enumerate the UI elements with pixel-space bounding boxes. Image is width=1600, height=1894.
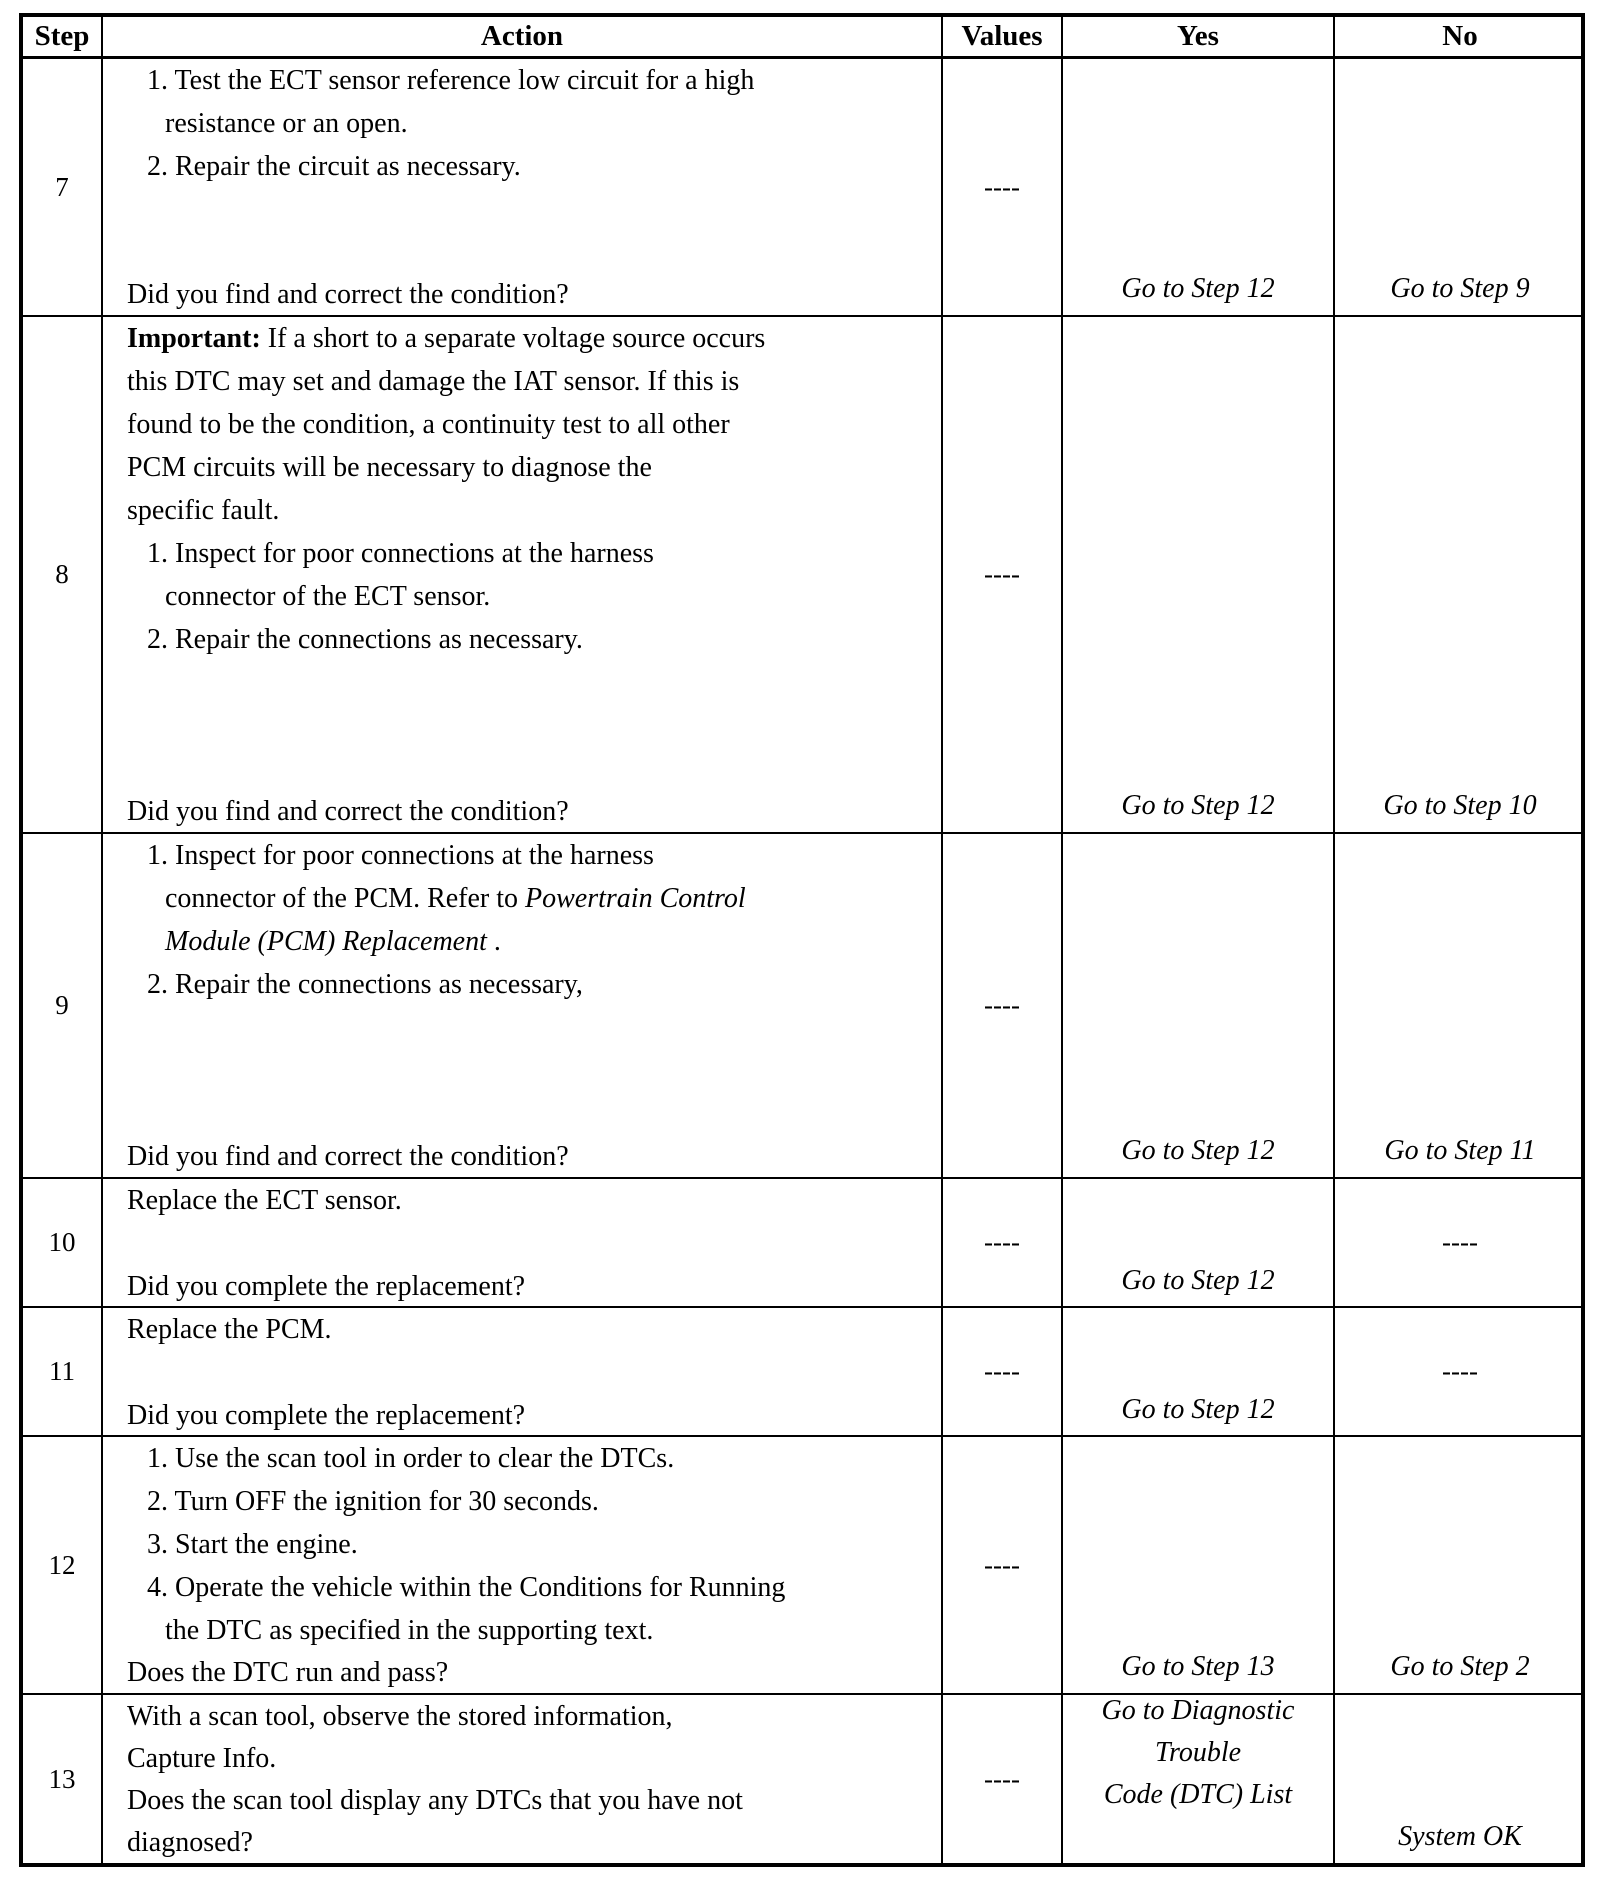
action-line: Replace the ECT sensor. bbox=[127, 1185, 402, 1216]
action-line: this DTC may set and damage the IAT sensor. If this is bbox=[127, 366, 740, 397]
no-cell: ---- bbox=[1442, 1227, 1478, 1257]
go-to-step-link: Go to Step 12 bbox=[1121, 790, 1275, 821]
action-line: 3. Start the engine. bbox=[147, 1529, 358, 1560]
important-note: Important: If a short to a separate voltage source occurs bbox=[127, 323, 766, 354]
action-text bbox=[103, 1437, 943, 1693]
action-line: 1. Inspect for poor connections at the harness bbox=[147, 840, 654, 871]
action-text bbox=[103, 1308, 943, 1435]
go-to-step-link: Go to Step 12 bbox=[1121, 1394, 1275, 1425]
go-to-step-link: Go to Step 9 bbox=[1390, 273, 1530, 304]
yes-cell bbox=[1063, 1437, 1335, 1693]
table-row-step-8 bbox=[23, 317, 1581, 834]
yes-cell bbox=[1063, 1179, 1335, 1306]
step-number: 9 bbox=[23, 834, 103, 1177]
diagnostic-table bbox=[19, 13, 1585, 1867]
action-line: PCM circuits will be necessary to diagnose the bbox=[127, 452, 652, 483]
reference-link[interactable]: Module (PCM) Replacement bbox=[165, 926, 487, 957]
table-row-step-7 bbox=[23, 59, 1581, 317]
table-row-step-9 bbox=[23, 834, 1581, 1179]
action-line: the DTC as specified in the supporting text. bbox=[165, 1615, 654, 1646]
action-line: Replace the PCM. bbox=[127, 1314, 332, 1345]
step-number: 10 bbox=[23, 1179, 103, 1306]
header-yes: Yes bbox=[1063, 17, 1335, 56]
step-number: 11 bbox=[23, 1308, 103, 1435]
header-action: Action bbox=[103, 17, 943, 56]
go-to-step-link: Go to Step 12 bbox=[1121, 273, 1275, 304]
values-cell: ---- bbox=[943, 1695, 1063, 1863]
yes-cell bbox=[1063, 59, 1335, 315]
action-line: 1. Use the scan tool in order to clear the DTCs. bbox=[147, 1443, 675, 1474]
step-number: 12 bbox=[23, 1437, 103, 1693]
header-values: Values bbox=[943, 17, 1063, 56]
no-cell: ---- bbox=[1442, 1356, 1478, 1386]
action-text bbox=[103, 1179, 943, 1306]
action-line: resistance or an open. bbox=[165, 108, 408, 139]
yes-cell bbox=[1063, 834, 1335, 1177]
action-line: Module (PCM) Replacement . bbox=[165, 926, 501, 957]
yes-cell bbox=[1063, 1695, 1335, 1863]
action-question: Did you complete the replacement? bbox=[127, 1400, 526, 1431]
dtc-list-link-line: Code (DTC) List bbox=[1103, 1779, 1293, 1810]
system-ok-text: System OK bbox=[1398, 1821, 1522, 1852]
no-cell bbox=[1335, 834, 1585, 1177]
values-cell: ---- bbox=[943, 1437, 1063, 1693]
header-step: Step bbox=[23, 17, 103, 56]
step-number: 13 bbox=[23, 1695, 103, 1863]
table-row-step-12 bbox=[23, 1437, 1581, 1695]
go-to-step-link: Go to Step 12 bbox=[1121, 1265, 1275, 1296]
values-cell: ---- bbox=[943, 834, 1063, 1177]
table-header bbox=[23, 17, 1581, 59]
table-row-step-10 bbox=[23, 1179, 1581, 1308]
go-to-step-link: Go to Step 11 bbox=[1384, 1135, 1536, 1166]
action-line: specific fault. bbox=[127, 495, 280, 526]
reference-link[interactable]: Powertrain Control bbox=[525, 883, 746, 914]
action-line: connector of the PCM. Refer to Powertrain Control bbox=[165, 883, 746, 914]
action-line: connector of the ECT sensor. bbox=[165, 581, 491, 612]
step-number: 7 bbox=[23, 59, 103, 315]
action-text bbox=[103, 1695, 943, 1863]
values-cell: ---- bbox=[943, 317, 1063, 832]
action-text bbox=[103, 59, 943, 315]
no-cell bbox=[1335, 59, 1585, 315]
table-row-step-11 bbox=[23, 1308, 1581, 1437]
action-question: Did you find and correct the condition? bbox=[127, 796, 569, 827]
table-row-step-13 bbox=[23, 1695, 1581, 1863]
no-cell bbox=[1335, 317, 1585, 832]
no-cell bbox=[1335, 1695, 1585, 1863]
action-line: Capture Info. bbox=[127, 1743, 277, 1774]
action-question: Did you find and correct the condition? bbox=[127, 1141, 569, 1172]
dtc-list-link-line: Go to Diagnostic bbox=[1101, 1695, 1295, 1726]
action-line: found to be the condition, a continuity test to all other bbox=[127, 409, 730, 440]
action-question: Did you find and correct the condition? bbox=[127, 279, 569, 310]
values-cell: ---- bbox=[943, 59, 1063, 315]
action-question: Does the DTC run and pass? bbox=[127, 1657, 449, 1688]
action-text bbox=[103, 834, 943, 1177]
go-to-step-link: Go to Step 10 bbox=[1383, 790, 1537, 821]
action-text bbox=[103, 317, 943, 832]
header-no: No bbox=[1442, 20, 1478, 52]
values-cell: ---- bbox=[943, 1308, 1063, 1435]
action-question: Did you complete the replacement? bbox=[127, 1271, 526, 1302]
action-question: Does the scan tool display any DTCs that you have not bbox=[127, 1785, 743, 1816]
no-cell bbox=[1335, 1437, 1585, 1693]
values-cell: ---- bbox=[943, 1179, 1063, 1306]
action-question: diagnosed? bbox=[127, 1827, 253, 1858]
action-line: 4. Operate the vehicle within the Conditions for Running bbox=[147, 1572, 786, 1603]
important-label: Important: bbox=[127, 323, 261, 354]
step-number: 8 bbox=[23, 317, 103, 832]
action-line: 2. Turn OFF the ignition for 30 seconds. bbox=[147, 1486, 599, 1517]
go-to-step-link: Go to Step 13 bbox=[1121, 1651, 1275, 1682]
yes-cell bbox=[1063, 317, 1335, 832]
action-line: 2. Repair the circuit as necessary. bbox=[147, 151, 521, 182]
action-line: 2. Repair the connections as necessary, bbox=[147, 969, 583, 1000]
go-to-step-link: Go to Step 2 bbox=[1390, 1651, 1530, 1682]
action-line: 2. Repair the connections as necessary. bbox=[147, 624, 583, 655]
action-line: With a scan tool, observe the stored information, bbox=[127, 1701, 673, 1732]
dtc-list-link-line: Trouble bbox=[1154, 1737, 1242, 1768]
action-line: 1. Inspect for poor connections at the harness bbox=[147, 538, 654, 569]
action-line: 1. Test the ECT sensor reference low circuit for a high bbox=[147, 65, 755, 96]
go-to-step-link: Go to Step 12 bbox=[1121, 1135, 1275, 1166]
yes-cell bbox=[1063, 1308, 1335, 1435]
